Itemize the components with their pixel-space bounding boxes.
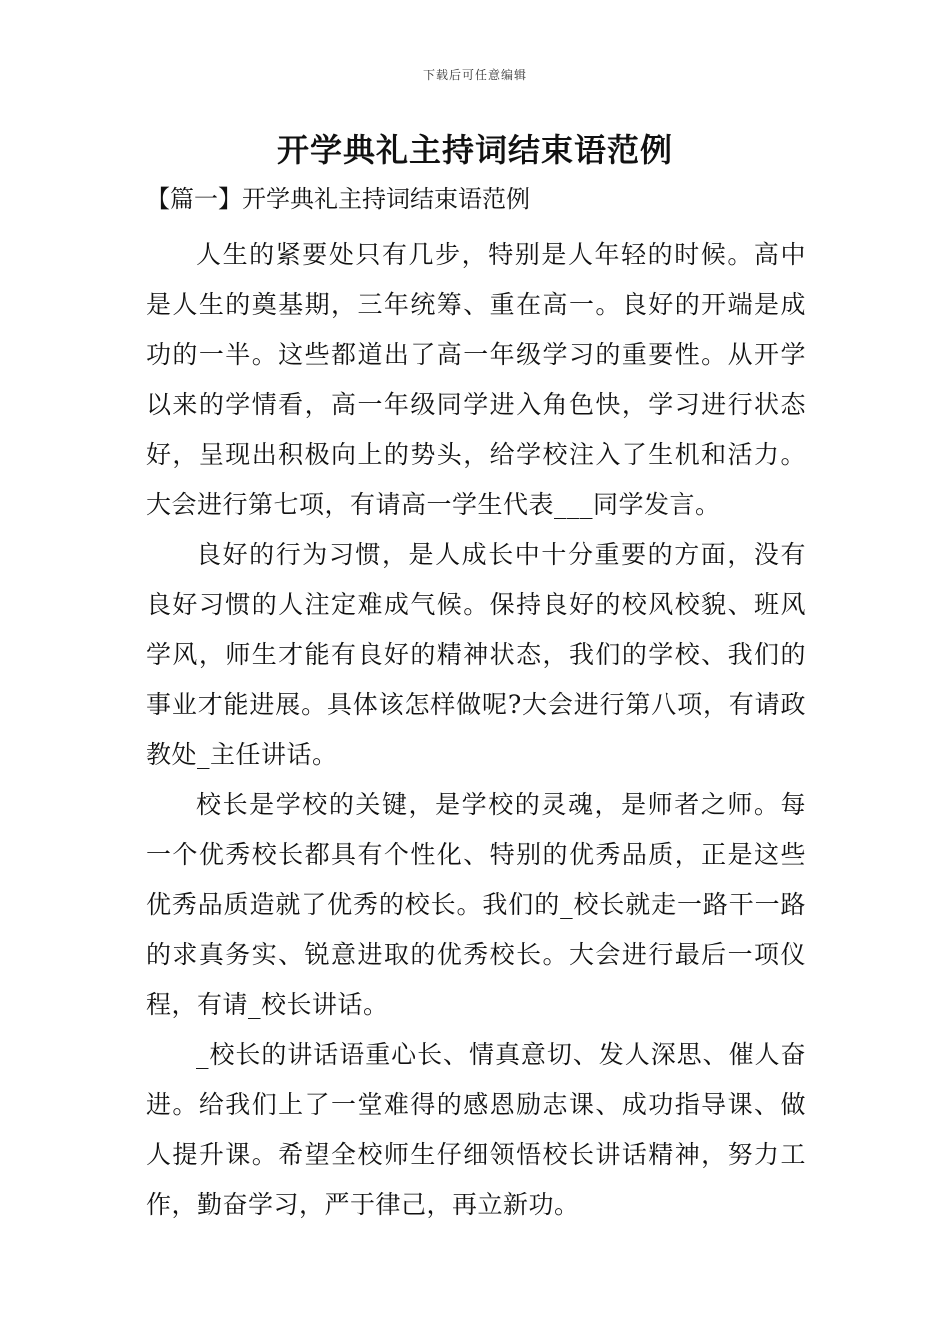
document-body [146, 230, 806, 1230]
header-note: 下载后可任意编辑 [422, 68, 527, 82]
paragraph-2: 良好的行为习惯，是人成长中十分重要的方面，没有良好习惯的人注定难成气候。保持良好的校风校貌、班风学风，师生才能有良好的精神状态，我们的学校、我们的事业才能进展。具体该怎样做呢?大会进行第八项，有请政教处_主任讲话。 [146, 540, 806, 769]
document-title: 开学典礼主持词结束语范例 [276, 131, 673, 169]
paragraph-3: 校长是学校的关键，是学校的灵魂，是师者之师。每一个优秀校长都具有个性化、特别的优秀品质，正是这些优秀品质造就了优秀的校长。我们的_校长就走一路干一路的求真务实、锐意进取的优秀校长。大会进行最后一项仪程，有请_校长讲话。 [146, 790, 806, 1019]
paragraph-4: _校长的讲话语重心长、情真意切、发人深思、催人奋进。给我们上了一堂难得的感恩励志课、成功指导课、做人提升课。希望全校师生仔细领悟校长讲话精神，努力工作，勤奋学习，严于律己，再立新功。 [146, 1040, 806, 1219]
section-heading: 【篇一】开学典礼主持词结束语范例 [146, 185, 530, 213]
paragraph-1: 人生的紧要处只有几步，特别是人年轻的时候。高中是人生的奠基期，三年统筹、重在高一。良好的开端是成功的一半。这些都道出了高一年级学习的重要性。从开学以来的学情看，高一年级同学进入角色快，学习进行状态好，呈现出积极向上的势头，给学校注入了生机和活力。大会进行第七项，有请高一学生代表___同学发言。 [146, 240, 806, 519]
